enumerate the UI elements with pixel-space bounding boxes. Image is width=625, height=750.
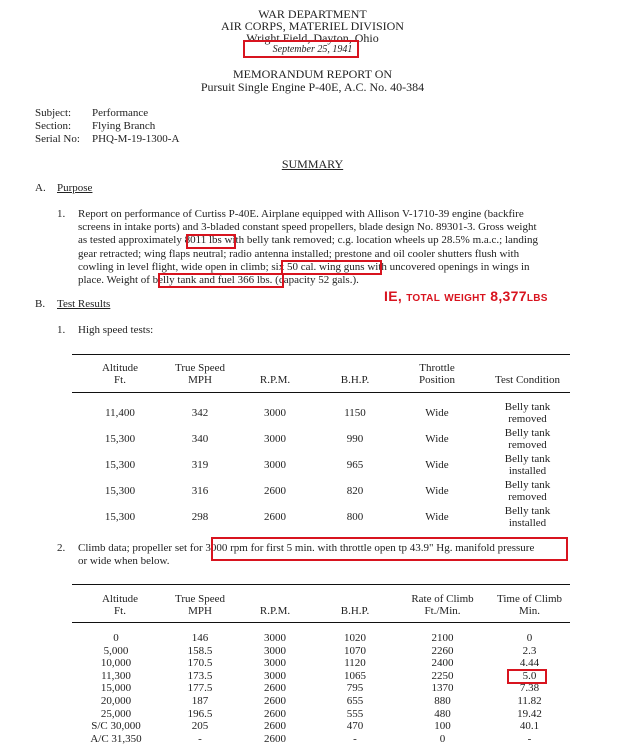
- t1-cell: 2600: [264, 511, 286, 523]
- t2-cell: 1065: [344, 669, 366, 682]
- t1-condition-cell: Belly tank installed: [504, 505, 551, 529]
- t2-cell: 1020: [344, 632, 366, 644]
- time-5min-highlight-box: [507, 669, 547, 684]
- t2-cell: 7.38: [519, 682, 540, 695]
- t1-condition-cell: Belly tank installed: [504, 453, 551, 477]
- t1-header-bhp: B.H.P.: [340, 374, 370, 386]
- meta-serial-value: PHQ-M-19-1300-A: [92, 133, 180, 145]
- t1-condition-cell: Belly tank removed: [504, 427, 551, 451]
- t2-header-rpm: R.P.M.: [259, 605, 291, 617]
- t1-cell: Wide: [425, 407, 449, 419]
- table-rule: [72, 354, 570, 355]
- t1-cell: 319: [191, 459, 209, 471]
- t1-cell: 820: [346, 485, 364, 497]
- t1-cell: 15,300: [104, 459, 136, 471]
- t2-cell: 3000: [264, 669, 286, 682]
- total-weight-annotation: IE, total weight 8,377lbs: [384, 288, 548, 304]
- t2-cell: 196.5: [187, 707, 213, 720]
- guns-highlight-box: [281, 260, 382, 275]
- t1-cell: 800: [346, 511, 364, 523]
- meta-subject-label: Subject:: [35, 107, 72, 119]
- t2-header-speed: True Speed MPH: [174, 593, 225, 617]
- t2-cell: 15,000: [100, 682, 132, 695]
- t2-cell: 3000: [264, 632, 286, 644]
- section-b-title: Test Results: [57, 298, 111, 310]
- item2-line1: Climb data; propeller set for 3000 rpm for first 5 min. with throttle open tp 43.9" Hg. manifold pressure: [78, 542, 535, 554]
- t2-cell: 2600: [264, 682, 286, 695]
- t2-cell: S/C 30,000: [91, 720, 141, 733]
- t2-cell: 10,000: [100, 657, 132, 670]
- t2-cell: 11,300: [101, 669, 131, 682]
- t2-cell: 795: [346, 682, 364, 695]
- t2-cell: 2250: [431, 669, 454, 682]
- t1-cell: Wide: [425, 459, 449, 471]
- t2-header-rate: Rate of Climb Ft./Min.: [411, 593, 474, 617]
- t2-cell: 2400: [431, 657, 454, 670]
- t2-cell: 177.5: [187, 682, 213, 695]
- t2-cell: 3000: [264, 644, 286, 657]
- t2-cell: 1070: [344, 644, 366, 657]
- section-a-title: Purpose: [57, 182, 93, 194]
- t1-header-throttle: Throttle Position: [418, 362, 456, 386]
- t2-cell: 0: [439, 732, 446, 745]
- report-date: September 25, 1941: [272, 44, 353, 55]
- t1-header-altitude: Altitude Ft.: [101, 362, 139, 386]
- t2-cell: 20,000: [100, 695, 132, 707]
- t2-header-bhp: B.H.P.: [340, 605, 370, 617]
- t2-cell: 2260: [431, 644, 454, 657]
- t1-cell: 316: [191, 485, 209, 497]
- t2-cell: -: [198, 732, 202, 745]
- t1-cell: 340: [191, 433, 209, 445]
- t1-header-speed: True Speed MPH: [174, 362, 225, 386]
- t1-cell: 3000: [264, 407, 286, 419]
- t1-cell: Wide: [425, 433, 449, 445]
- t2-cell: 25,000: [100, 707, 132, 720]
- t1-cell: 15,300: [104, 433, 136, 445]
- t1-cell: 2600: [264, 485, 286, 497]
- para1-line: gear retracted; wing flaps neutral; radio antenna installed; prestone and oil cooler shutters flush with: [78, 247, 520, 260]
- t1-header-rpm: R.P.M.: [259, 374, 291, 386]
- t1-cell: 342: [191, 407, 209, 419]
- t2-cell: 4.44: [519, 657, 540, 670]
- summary-title: SUMMARY: [281, 157, 344, 171]
- t2-cell: 0: [526, 632, 533, 644]
- table-rule: [72, 584, 570, 585]
- dept-heading: WAR DEPARTMENT: [258, 7, 367, 21]
- report-title: MEMORANDUM REPORT ON: [232, 67, 393, 81]
- meta-section-label: Section:: [35, 120, 72, 132]
- meta-section-value: Flying Branch: [92, 120, 156, 132]
- t1-header-condition: Test Condition: [495, 374, 560, 386]
- t2-cell: 1370: [431, 682, 454, 695]
- section-a-letter: A.: [35, 182, 46, 194]
- t2-cell: 19.42: [517, 707, 542, 720]
- t1-cell: 990: [346, 433, 364, 445]
- belly-tank-highlight-box: [158, 273, 284, 288]
- t1-cell: 3000: [264, 459, 286, 471]
- t1-cell: Wide: [425, 511, 449, 523]
- para1-number: 1.: [57, 208, 66, 220]
- t2-cell: 40.1: [519, 720, 540, 733]
- date-highlight-box: [243, 40, 359, 58]
- t2-cell: -: [527, 732, 532, 745]
- t2-cell: 146: [191, 632, 209, 644]
- meta-subject-value: Performance: [92, 107, 149, 119]
- t2-cell: 170.5: [187, 657, 213, 670]
- report-subject: Pursuit Single Engine P-40E, A.C. No. 40-384: [200, 80, 425, 94]
- t2-cell: 5,000: [103, 644, 129, 657]
- meta-serial-label: Serial No:: [35, 133, 80, 145]
- t1-cell: 15,300: [104, 485, 136, 497]
- t2-cell: 2600: [264, 732, 286, 745]
- para1-line: cowling in level flight, wide open in climb; six 50 cal. wing guns with uncovered openings in wings in: [78, 260, 530, 273]
- t2-cell: 158.5: [187, 644, 213, 657]
- t1-condition-cell: Belly tank removed: [504, 401, 551, 425]
- t2-header-altitude: Altitude Ft.: [101, 593, 139, 617]
- t2-cell: 205: [191, 720, 209, 733]
- t2-header-time: Time of Climb Min.: [497, 593, 562, 617]
- t1-cell: 15,300: [104, 511, 136, 523]
- t2-cell: 2.3: [522, 644, 537, 657]
- t2-cell: 100: [434, 720, 451, 733]
- location-heading: Wright Field, Dayton, Ohio: [246, 31, 379, 45]
- t1-cell: 11,400: [105, 407, 135, 419]
- t1-cell: 298: [191, 511, 209, 523]
- t2-cell: 173.5: [187, 669, 213, 682]
- para1-line: as tested approximately 8011 lbs with belly tank removed; c.g. location wheels up 28.5% m.a.c.; landing: [78, 234, 538, 247]
- t2-cell: 880: [434, 695, 451, 707]
- t2-cell: 470: [346, 720, 364, 733]
- item1-text: High speed tests:: [78, 324, 154, 336]
- division-heading: AIR CORPS, MATERIEL DIVISION: [221, 19, 404, 33]
- t2-cell: 3000: [264, 657, 286, 670]
- climb-setting-highlight-box: [211, 537, 568, 561]
- t2-cell: 2600: [264, 707, 286, 720]
- t2-cell: 2600: [264, 720, 286, 733]
- para1-line: Report on performance of Curtiss P-40E. Airplane equipped with Allison V-1710-39 engine (backfire: [78, 208, 524, 220]
- t2-cell: A/C 31,350: [90, 732, 142, 745]
- item2-number: 2.: [57, 542, 66, 554]
- para1-line: place. Weight of belly tank and fuel 366 lbs. (capacity 52 gals.).: [78, 274, 359, 287]
- t1-condition-cell: Belly tank removed: [504, 479, 551, 503]
- t2-cell: 187: [191, 695, 209, 707]
- t2-cell: 11.82: [517, 695, 542, 707]
- t1-cell: 3000: [264, 433, 286, 445]
- t2-cell: 655: [346, 695, 364, 707]
- table-rule: [72, 622, 570, 623]
- t1-cell: 965: [346, 459, 364, 471]
- t2-cell: 0: [113, 632, 119, 644]
- t2-cell: 480: [434, 707, 451, 720]
- t1-cell: Wide: [425, 485, 449, 497]
- t1-cell: 1150: [344, 407, 366, 419]
- weight-highlight-box: [186, 234, 236, 249]
- t2-cell: -: [353, 732, 357, 745]
- para1-line: screens in intake ports) and 3-bladed constant speed propellers, blade design No. 89301-3. Gross weight: [78, 221, 537, 234]
- section-b-letter: B.: [35, 298, 46, 310]
- item1-number: 1.: [57, 324, 66, 336]
- t2-cell: 2600: [264, 695, 286, 707]
- table-rule: [72, 392, 570, 393]
- t2-cell: 2100: [431, 632, 454, 644]
- t2-cell: 1120: [344, 657, 366, 670]
- t2-cell: 5.0: [522, 669, 537, 682]
- para1-body: [78, 208, 570, 287]
- t2-cell: 555: [346, 707, 364, 720]
- item2-line2: or wide when below.: [78, 555, 170, 567]
